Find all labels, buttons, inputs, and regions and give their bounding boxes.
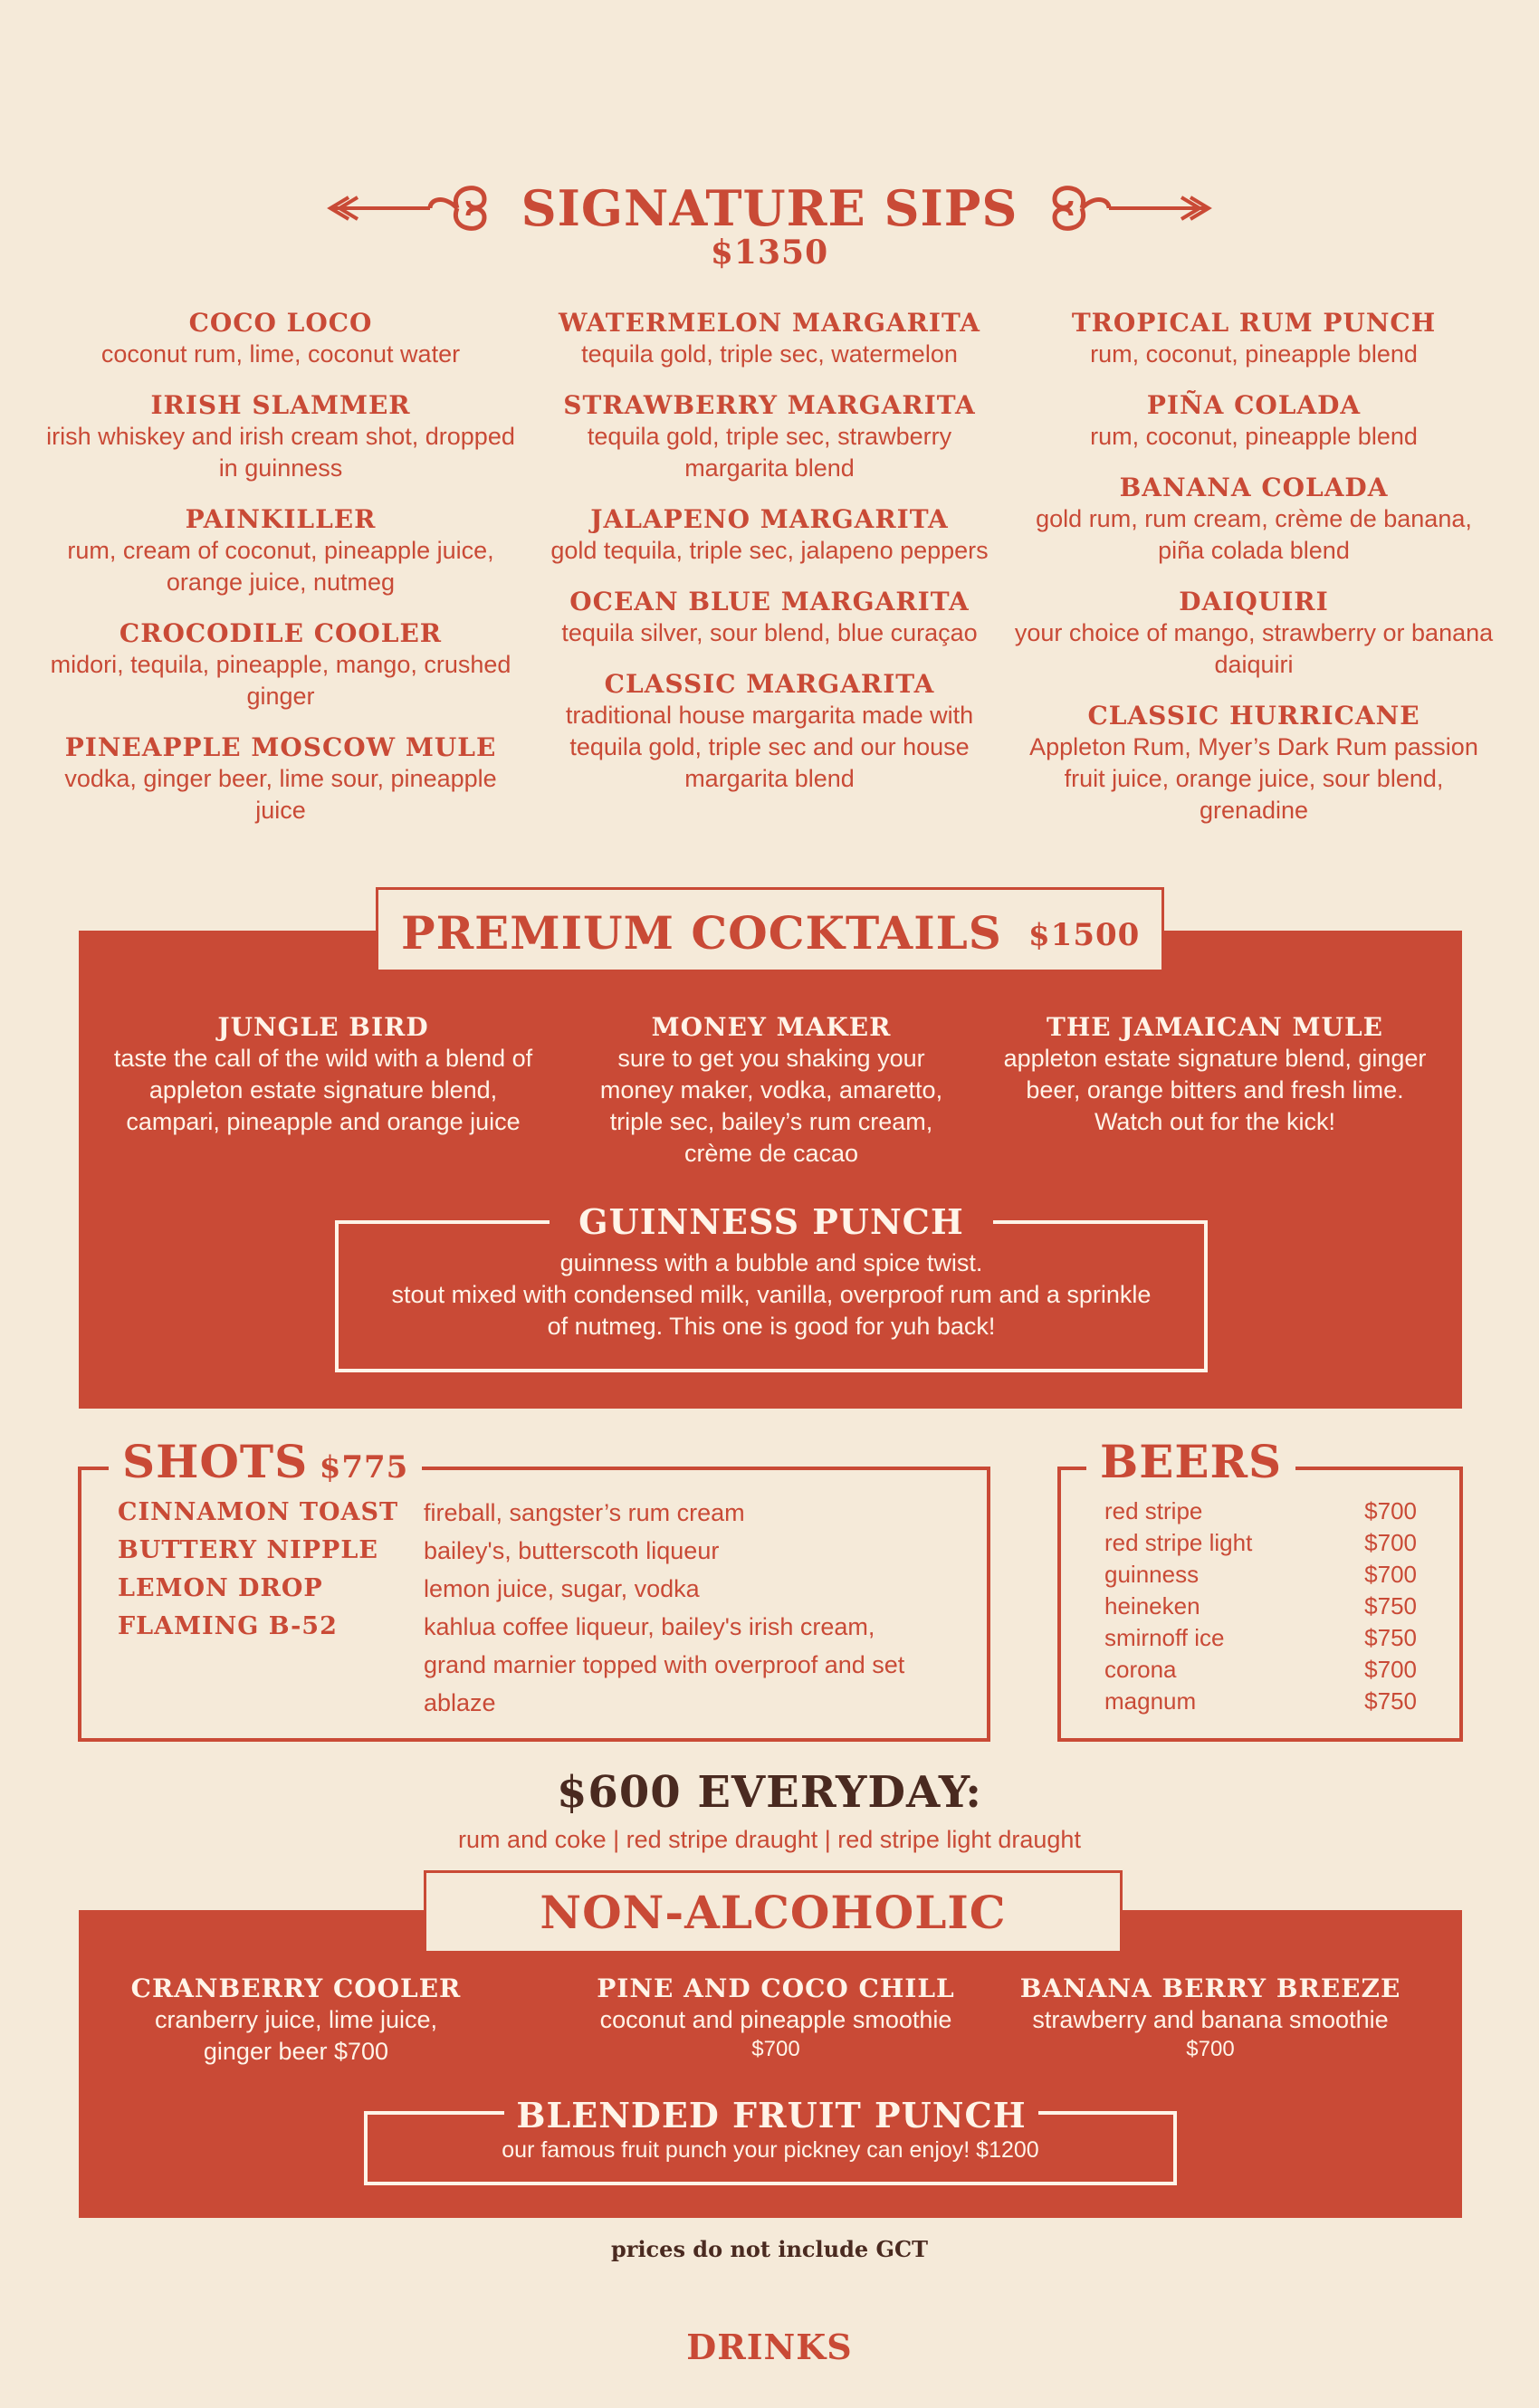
signature-item-name: COCO LOCO — [188, 308, 373, 338]
signature-price: $1350 — [710, 234, 829, 272]
signature-item — [525, 308, 1014, 370]
signature-item-name: STRAWBERRY MARGARITA — [563, 390, 976, 420]
beer-name: corona — [1104, 1656, 1177, 1683]
beer-row — [1104, 1654, 1417, 1686]
shot-name: FLAMING B-52 — [118, 1612, 338, 1640]
premium-item-name: THE JAMAICAN MULE — [1047, 1012, 1383, 1042]
signature-item-name: PAINKILLER — [185, 504, 377, 534]
signature-item-name: CROCODILE COOLER — [119, 618, 443, 648]
nonalc-item-desc: cranberry juice, lime juice, ginger beer $700 — [154, 2006, 438, 2065]
nonalc-item-price: $700 — [751, 2037, 800, 2061]
beer-price: $700 — [1364, 1561, 1417, 1588]
premium-title: PREMIUM COCKTAILS — [401, 906, 1002, 960]
nonalc-item-name: PINE AND COCO CHILL — [597, 1973, 955, 2003]
beer-price: $700 — [1364, 1656, 1417, 1683]
fruit-punch-desc: our famous fruit punch your pickney can enjoy! $1200 — [502, 2137, 1039, 2163]
shot-name: LEMON DROP — [118, 1574, 323, 1602]
shots-header — [109, 1435, 422, 1488]
premium-item-2 — [590, 1012, 952, 1170]
signature-item-desc: gold tequila, triple sec, jalapeno peppers — [550, 537, 989, 564]
beer-row — [1104, 1559, 1417, 1591]
nonalc-item-price: $700 — [1186, 2037, 1235, 2061]
beer-name: guinness — [1104, 1561, 1200, 1588]
signature-item — [36, 618, 525, 712]
signature-title: SIGNATURE SIPS — [521, 179, 1018, 237]
signature-item-desc: rum, coconut, pineapple blend — [1090, 423, 1418, 450]
everyday-title: $600 EVERYDAY: — [557, 1767, 982, 1818]
signature-item-name: DAIQUIRI — [1179, 587, 1329, 616]
beer-price: $750 — [1364, 1592, 1417, 1620]
signature-item — [36, 504, 525, 598]
beer-row — [1104, 1686, 1417, 1717]
premium-title-tab — [376, 887, 1164, 972]
premium-item-3 — [993, 1012, 1437, 1138]
signature-item-desc: midori, tequila, pineapple, mango, crushed ginger — [50, 651, 511, 710]
signature-item-name: BANANA COLADA — [1119, 473, 1389, 502]
beer-row — [1104, 1622, 1417, 1654]
signature-item-desc: gold rum, rum cream, crème de banana, piña colada blend — [1036, 505, 1472, 564]
shot-desc: lemon juice, sugar, vodka — [424, 1575, 700, 1602]
beers-title: BEERS — [1086, 1435, 1295, 1488]
premium-item-desc: appleton estate signature blend, ginger beer, orange bitters and fresh lime. Watch out for the kick! — [1003, 1045, 1427, 1135]
beer-price: $750 — [1364, 1624, 1417, 1651]
fruit-punch-title: BLENDED FRUIT PUNCH — [504, 2096, 1038, 2136]
nonalcoholic-panel — [79, 1910, 1462, 2218]
nonalcoholic-title-tab — [424, 1870, 1123, 1954]
beer-price: $750 — [1364, 1687, 1417, 1715]
signature-item-name: JALAPENO MARGARITA — [590, 504, 949, 534]
beer-name: red stripe — [1104, 1497, 1203, 1524]
beer-price: $700 — [1364, 1529, 1417, 1556]
signature-item — [36, 390, 525, 484]
signature-item-name: TROPICAL RUM PUNCH — [1071, 308, 1437, 338]
premium-panel — [79, 931, 1462, 1409]
signature-item-name: PIÑA COLADA — [1146, 390, 1362, 420]
signature-item — [1009, 308, 1498, 370]
signature-item-name: WATERMELON MARGARITA — [558, 308, 981, 338]
signature-item-desc: rum, coconut, pineapple blend — [1090, 340, 1418, 368]
signature-item — [1009, 587, 1498, 681]
nonalc-item-3 — [1002, 1973, 1419, 2063]
shot-desc: fireball, sangster’s rum cream — [424, 1499, 745, 1526]
shots-names — [118, 1494, 416, 1646]
nonalc-item-2 — [550, 1973, 1002, 2063]
shots-title: SHOTS — [122, 1435, 309, 1488]
signature-item — [36, 308, 525, 370]
beer-name: smirnoff ice — [1104, 1624, 1225, 1651]
nonalc-item-name: CRANBERRY COOLER — [130, 1973, 462, 2003]
signature-item — [1009, 701, 1498, 827]
signature-item — [525, 504, 1014, 567]
signature-item-desc: traditional house margarita made with tequila gold, triple sec and our house margarita blend — [565, 702, 974, 792]
premium-item-name: MONEY MAKER — [651, 1012, 892, 1042]
shot-desc: kahlua coffee liqueur, bailey's irish cream, grand marnier topped with overproof and set ablaze — [424, 1613, 905, 1716]
signature-column-1 — [36, 308, 525, 846]
premium-item-desc: taste the call of the wild with a blend of appleton estate signature blend, campari, pineapple and orange juice — [113, 1045, 533, 1135]
shot-name: BUTTERY NIPPLE — [118, 1536, 378, 1564]
nonalcoholic-title: NON-ALCOHOLIC — [540, 1886, 1007, 1939]
premium-item-desc: sure to get you shaking your money maker, vodka, amaretto, triple sec, bailey’s rum cream, crème de cacao — [599, 1045, 943, 1167]
beer-name: red stripe light — [1104, 1529, 1253, 1556]
nonalc-item-desc: strawberry and banana smoothie — [1032, 2006, 1389, 2033]
guinness-punch-title: GUINNESS PUNCH — [550, 1202, 993, 1242]
signature-item-desc: your choice of mango, strawberry or banana daiquiri — [1014, 619, 1494, 678]
signature-item — [1009, 473, 1498, 567]
beer-row — [1104, 1591, 1417, 1622]
signature-item-desc: rum, cream of coconut, pineapple juice, orange juice, nutmeg — [67, 537, 494, 596]
beer-name: heineken — [1104, 1592, 1200, 1620]
shots-descs — [424, 1494, 940, 1722]
signature-item — [525, 390, 1014, 484]
shot-desc: bailey's, butterscoth liqueur — [424, 1537, 720, 1564]
drinks-label: DRINKS — [686, 2327, 853, 2367]
shots-price: $775 — [319, 1449, 409, 1486]
signature-item-name: CLASSIC MARGARITA — [604, 669, 935, 699]
guinness-punch-line2: stout mixed with condensed milk, vanilla, overproof rum and a sprinkle of nutmeg. This one is good for yuh back! — [391, 1281, 1152, 1340]
beer-name: magnum — [1104, 1687, 1197, 1715]
beers-list — [1104, 1495, 1417, 1717]
nonalc-item-desc: coconut and pineapple smoothie — [599, 2006, 952, 2033]
signature-item-desc: tequila gold, triple sec, strawberry margarita blend — [587, 423, 952, 482]
everyday-desc: rum and coke | red stripe draught | red stripe light draught — [458, 1826, 1081, 1853]
premium-item-name: JUNGLE BIRD — [217, 1012, 429, 1042]
signature-item-name: PINEAPPLE MOSCOW MULE — [64, 732, 497, 762]
signature-item-name: IRISH SLAMMER — [150, 390, 411, 420]
signature-item-desc: tequila gold, triple sec, watermelon — [581, 340, 958, 368]
nonalc-item-name: BANANA BERRY BREEZE — [1019, 1973, 1401, 2003]
beer-price: $700 — [1364, 1497, 1417, 1524]
gct-note: prices do not include GCT — [611, 2236, 928, 2262]
signature-item-desc: tequila silver, sour blend, blue curaçao — [561, 619, 978, 646]
premium-price: $1500 — [1028, 917, 1141, 953]
signature-column-3 — [1009, 308, 1498, 846]
signature-item-desc: Appleton Rum, Myer’s Dark Rum passion fruit juice, orange juice, sour blend, grenadine — [1029, 733, 1478, 824]
signature-item-desc: coconut rum, lime, coconut water — [100, 340, 461, 368]
beer-row — [1104, 1495, 1417, 1527]
signature-item-desc: vodka, ginger beer, lime sour, pineapple juice — [64, 765, 497, 824]
signature-item — [525, 669, 1014, 795]
signature-item — [36, 732, 525, 827]
shot-name: CINNAMON TOAST — [118, 1498, 399, 1526]
signature-item-name: CLASSIC HURRICANE — [1087, 701, 1420, 731]
guinness-punch-line1: guinness with a bubble and spice twist. — [559, 1249, 983, 1276]
signature-item — [525, 587, 1014, 649]
signature-item-desc: irish whiskey and irish cream shot, dropped in guinness — [46, 423, 515, 482]
signature-item-name: OCEAN BLUE MARGARITA — [569, 587, 970, 616]
nonalc-item-1 — [115, 1973, 477, 2068]
beer-row — [1104, 1527, 1417, 1559]
premium-item-1 — [106, 1012, 540, 1138]
signature-item — [1009, 390, 1498, 453]
signature-column-2 — [525, 308, 1014, 815]
